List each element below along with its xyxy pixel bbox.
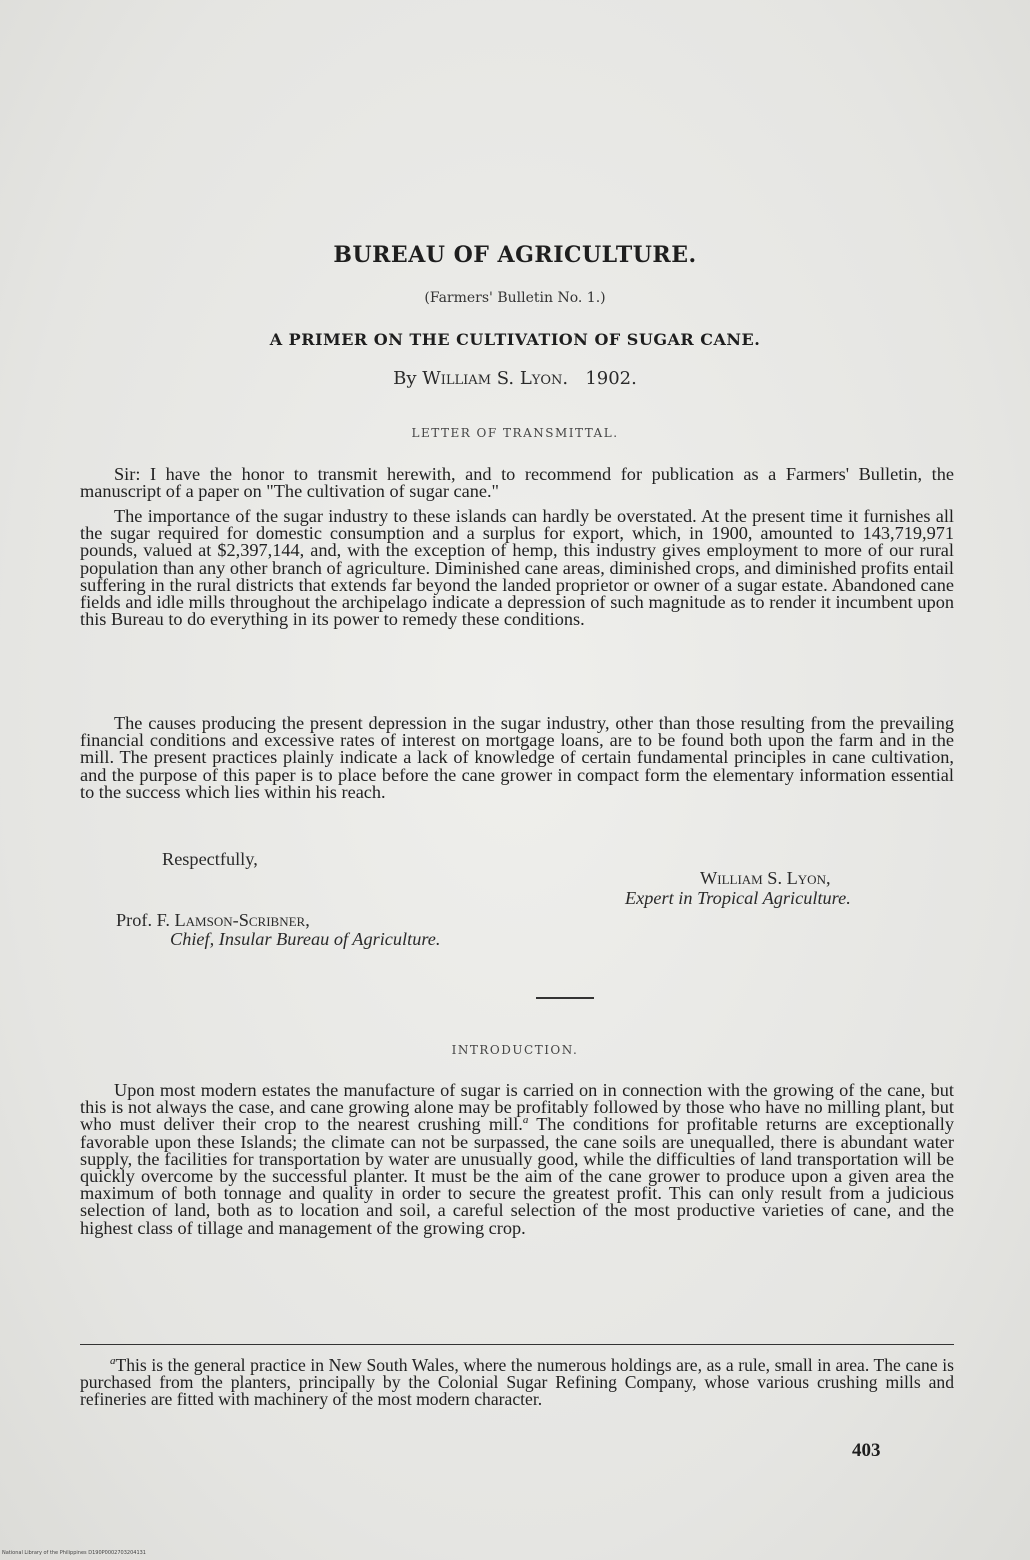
bulletin-title: BUREAU OF AGRICULTURE. [333,242,697,268]
footnote-text: This is the general practice in New South Wales, where the numerous holdings are, as a rule, small in area. The cane is purchased from the planters, principally by the Colonial Sugar Refining Company, whose various crushing mills and refineries are fitted with machinery of the most modern character. [80,1355,954,1410]
paper-title: A PRIMER ON THE CULTIVATION OF SUGAR CANE. [269,330,761,349]
signature-title: Expert in Tropical Agriculture. [625,888,851,908]
introduction-paragraph [80,1082,954,1237]
byline-author: William S. Lyon. [422,368,569,389]
footnote-marker: a [110,1355,116,1368]
section-divider [536,997,594,999]
scan-credit: National Library of the Philippines D190P0002703204131 [2,1550,146,1556]
letter-heading: LETTER OF TRANSMITTAL. [411,426,619,440]
signature-name: William S. Lyon, [700,868,831,888]
letter-paragraph-1: Sir: I have the honor to transmit herewith, and to recommend for publication as a Farmers' Bulletin, the manuscript of a paper on "The cultivation of sugar cane." [80,464,954,502]
introduction-text-part-1: Upon most modern estates the manufacture of sugar is carried on in connection with the growing of the cane, but this is not always the case, and cane growing alone may be profitably followed by those who have no milling plant, but who must deliver their crop to the nearest crushing mill. [80,1080,954,1135]
letter-closing: Respectfully, [162,849,258,869]
footnote-rule [80,1344,954,1345]
footnote-reference[interactable]: a [522,1114,529,1127]
letter-paragraph-3: The causes producing the present depression in the sugar industry, other than those resulting from the prevailing financial conditions and excessive rates of interest on mortgage loans, are to be found both upon the farm and in the mill. The present practices plainly indicate a lack of knowledge of certain fundamental principles in cane cultivation, and the purpose of this paper is to place before the cane grower in compact form the elementary information essential to the success which lies within his reach. [80,713,954,802]
byline [0,368,1030,389]
introduction-heading: INTRODUCTION. [451,1043,579,1057]
footnote [80,1357,954,1409]
addressee-prefix: Prof. F. [116,910,170,930]
byline-year: 1902. [585,368,637,389]
page-number: 403 [852,1440,881,1461]
addressee-surname: Lamson-Scribner, [174,910,310,930]
series-label: (Farmers' Bulletin No. 1.) [424,290,606,306]
letter-paragraph-2: The importance of the sugar industry to these islands can hardly be overstated. At the present time it furnishes all the sugar required for domestic consumption and a surplus for export, which, in 1900, amounted to 143,719,971 pounds, valued at $2,397,144, and, with the exception of hemp, this industry gives employment to more of our rural population than any other branch of agriculture. Diminished cane areas, diminished crops, and diminished profits entail suffering in the rural districts that extends far beyond the landed proprietor or owner of a sugar estate. Abandoned cane fields and idle mills throughout the archipelago indicate a depression of such magnitude as to render it incumbent upon this Bureau to do everything in its power to remedy these conditions. [80,506,954,630]
addressee-title: Chief, Insular Bureau of Agriculture. [170,929,441,949]
byline-prefix: By [393,368,417,389]
addressee-name [116,910,310,931]
introduction-text-part-2: The conditions for profitable returns are exceptionally favorable upon these Islands; the climate can not be surpassed, the cane soils are unequalled, there is abundant water supply, the facilities for transportation by water are unusually good, while the difficulties of land transportation will be quickly overcome by the successful planter. It must be the aim of the cane grower to produce upon a given area the maximum of both tonnage and quality in order to secure the greatest profit. This can only result from a judicious selection of land, both as to location and soil, a careful selection of the most productive varieties of cane, and the highest class of tillage and management of the growing crop. [80,1114,954,1238]
